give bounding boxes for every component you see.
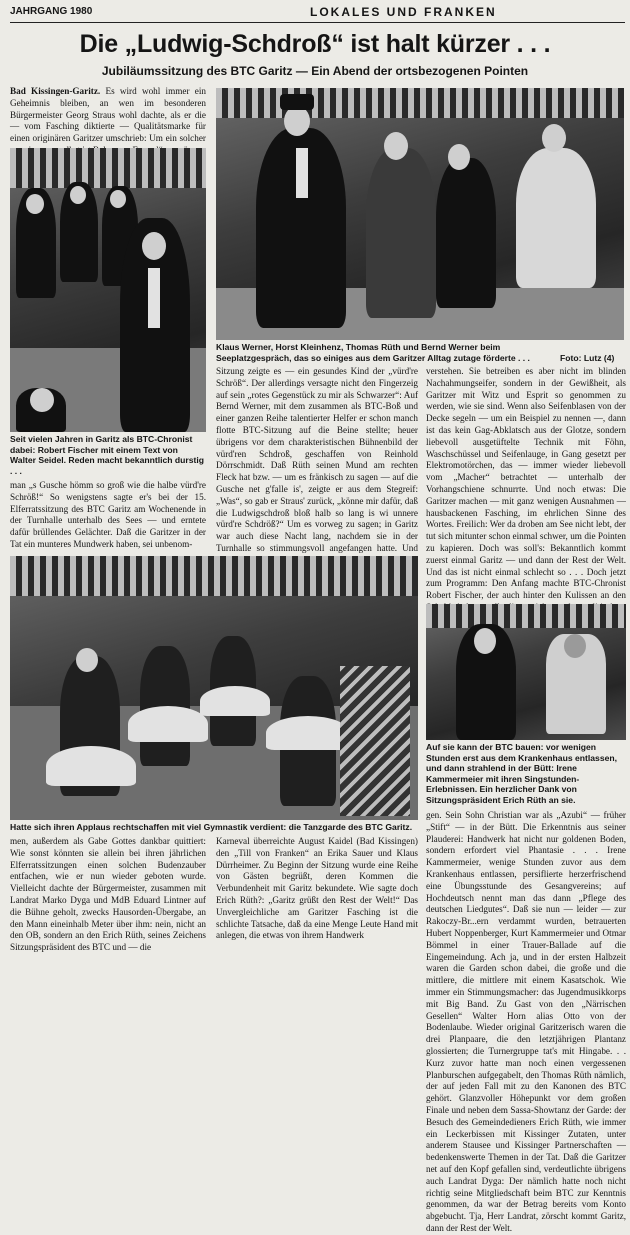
photo-tanzgarde <box>10 556 418 820</box>
caption-seeplatz: Klaus Werner, Horst Kleinhenz, Thomas Rüth und Bernd Werner beim Seeplatzgespräch, das so einiges aus dem Garitzer Alltag zutage förderte . . . <box>216 342 530 363</box>
column1-middle: man „s Gusche hömm so groß wie die halbe vürd're Schröß!“ So wenigstens sagte er's bei der 15. Elferratssitzung des BTC Garitz am Wochenende in der Turnhalle unterhalb des Sees — und erntete dafür brüllendes Gelächter. Daß die Garitzer in der Tat ein munteres Mundwerk haben, sei unbenom- <box>10 480 206 549</box>
photo-credit: Foto: Lutz (4) <box>560 353 615 363</box>
photo-seeplatz <box>216 88 624 340</box>
section-title: LOKALES UND FRANKEN <box>310 5 497 19</box>
column2-middle: Sitzung zeigte es — ein gesundes Kind der „vürd're Schröß“. Der allerdings versagte nicht den Fingerzeig auf sein „rotes Gegenstück zu mir als Schwarzer“: Auf Bernd Werner, mit dem zusammen als BTC-Boß und einer ganzen Reihe talentierter Helfer er schon manch flotte BTC-Sitzung auf die Beine stellte; heuer übrigens vor dem charakteristischen Bühnenbild der vürd'ren Schdroß, geschaffen von Reinhold Dörrschmidt. Daß Rüth seinen Mund am rechten Fleck hat bzw. — um es fränkisch zu sagen — auf die Gusche net g'falle is', zeigte er aus dem Stegreif: „Was“, so gab er Straus' zurück, „könne mir dafür, daß die Ludwigschdroß bloß halb so lang is wi unnere vürd're Schdröß?“ Um es vorweg zu sagen; in Garitz war auch diese Nacht lang, nachdem sie in der Turnhalle so stimmungsvoll angefangen hatte. Und <box>216 366 418 553</box>
column3-middle: verstehen. Sie betreiben es aber nicht im blinden Nachahmungseifer, sondern in der Gewißheit, als Garitzer mit Witz und Esprit so genommen zu werden, wie sie sind. Wenn also Seifenblasen von der Decke segeln — um ein Beispiel zu nennen —, dann ist das kein Gag-Abklatsch aus der Glotze, sondern liebevoll ausgetüftelte Technik mit Föhn, Waschschüssel und Seifenlauge, in Gang gesetzt per Elektromotörchen, das — immer wieder liebevoll vom „Macher“ betrachtet — unterhalb der Vorhangschiene schnurrte. Und noch etwas: Die Garitzer machen — mit ganz wenigen Ausnahmen — hausbackenen Fasching, im ehrlichen Sinne des Wortes. Freilich: Wer da droben am See nicht lebt, der tut sich mitunter schon einmal schwer, um die Pointen zu kapieren. Doch was soll's: Bekanntlich kommt zuerst einmal Garitz — und dann der Rest der Welt. Und das ist nicht einmal schlecht so . . . Doch jetzt zum Programm: Den Anfang machte BTC-Chronist Robert Fischer, der auch hinter den Kulissen an den <box>426 366 626 601</box>
dateline: Bad Kissingen-Garitz. <box>10 86 101 96</box>
column2-bottom: Karneval überreichte August Kaidel (Bad Kissingen) den „Till von Franken“ an Erika Sauer und Klaus Dürrheimer. Zu Beginn der Sitzung wurde eine Reihe von Gästen begrüßt, deren Kommen die Verbundenheit mit Garitz bekundete. Wie sagte doch Erich Rüth?: „Garitz grüßt den Rest der Welt!“ Das Unvergleichliche am Garitzer Fasching ist die schlichte Tatsache, daß da eine Menge Leute Hand mit anlegen, die etwas von ihrem Handwerk <box>216 836 418 941</box>
caption-chronist: Seit vielen Jahren in Garitz als BTC-Chronist dabei: Robert Fischer mit einem Text von Walter Seidel. Reden macht bekanntlich durstig . . . <box>10 434 205 476</box>
column3-bottom: gen. Sein Sohn Christian war als „Azubi“ — früher „Stift“ — in der Bütt. Die Erkenntnis aus seiner Plauderei: Handwerk hat nicht nur goldenen Boden, sondern erfordert viel Phantasie . . . Irene Kammermeier, wenige Stunden zuvor aus dem Krankenhaus entlassen, persiflierte herzerfrischend eine Übungsstunde des Gesangvereins; auf Hochdeutsch nennt man das dann „Pflege des deutschen Liedgutes“. Daß sie nun — leider — zur Rakoczy-Br...ern verdammt wurden, betrauerten Hubert Noppenberger, Kurt Kammermeier und Otmar Bömmel in einer Trauer-Ballade auf die Eingemeindung. Ach ja, und in der ersten Halbzeit waren die Garden schon dabei, die große und die mittlere, die mittlere mit einem Kasatschok. Wie immer ein Stimmungsmacher: das Jugendmusikkorps mit Big Band. Zu Gast von den „Närrischen Gesellen“ Walter Horn alias Otto von der Bodenlaube. Wieder original Garitzerisch waren die drei Planpaare, die den letztjährigen Plantanz glossierten; die Turnergruppe tat's mit Hingabe. . . Kurz zuvor hatte man noch einen vergessenen Planburschen aufgegabelt, den Thomas Rüth nämlich, der auf jeden Fall mit zu den Kanonen des BTC gehört. Glanzvoller Höhepunkt vor dem großen Finale und neben dem Sassa-Showtanz der Garde: der Besuch des Gemeindedieners Erich Rüth, wie immer ein Leckerbissen mit Kissinger Zutaten, unter anderem Stausee und Kissinger Partnerschaften — bedenkenswerte Themen in der Tat. Daß die Garitzer net auf den Kopf gefallen sind, verdeutlichte übrigens auch Landrat Dyga: Der nämlich hatte noch nicht richtig seine Mitgliedschaft beim BTC zur Kenntnis genommen, da war der Betrag bereits vom Konto abgebucht. Tja, Herr Landrat, zörscht kommt Garitz, dann der Rest der Welt. <box>426 810 626 1233</box>
subheadline: Jubiläumssitzung des BTC Garitz — Ein Abend der ortsbezogenen Pointen <box>101 64 529 78</box>
caption-tanzgarde: Hatte sich ihren Applaus rechtschaffen mit viel Gymnastik verdient: die Tanzgarde des BTC Garitz. <box>10 822 413 832</box>
photo-chronist <box>10 148 206 432</box>
article-intro <box>10 86 206 148</box>
intro-text: Es wird wohl immer ein Geheimnis bleiben, an wen im besonderen Bürgermeister Georg Straus wohl dachte, als er die — vom Fasching diktierte — Qualitätsmarke für einen originären Garitzer umschrieb: Um ein solcher <box>10 86 206 144</box>
issue-year: JAHRGANG 1980 <box>10 6 93 17</box>
page-header <box>10 4 625 23</box>
photo-kammermeier <box>426 604 626 740</box>
caption-kammermeier: Auf sie kann der BTC bauen: vor wenigen Stunden erst aus dem Krankenhaus entlassen, und dann strahlend in der Bütt: Irene Kammermeier mit ihren Singstunden-Erlebnissen. Ein herzlicher Dank von Sitzungspräsident Erich Rüth an sie. <box>426 742 618 805</box>
headline: Die „Ludwig-Schdroß“ ist halt kürzer . . . <box>79 30 551 58</box>
column1-bottom: men, außerdem als Gabe Gottes dankbar quittiert: Wie sonst könnten sie allein bei ihren jährlichen Elferratssitzungen einen solchen Budenzauber entfachen, wie er nun wieder geboten wurde. Vielleicht dachte der Bürgermeister, zusammen mit Landrat Marko Dyga und MdB Eduard Lintner auf die Bühne geholt, zwecks Hausorden-Übergabe, an den Mann eineinhalb Meter über ihm: nein, nicht an den OB, sondern an den Erich Rüth, seines Zeichens Sitzungspräsident des BTC und — die <box>10 836 206 953</box>
